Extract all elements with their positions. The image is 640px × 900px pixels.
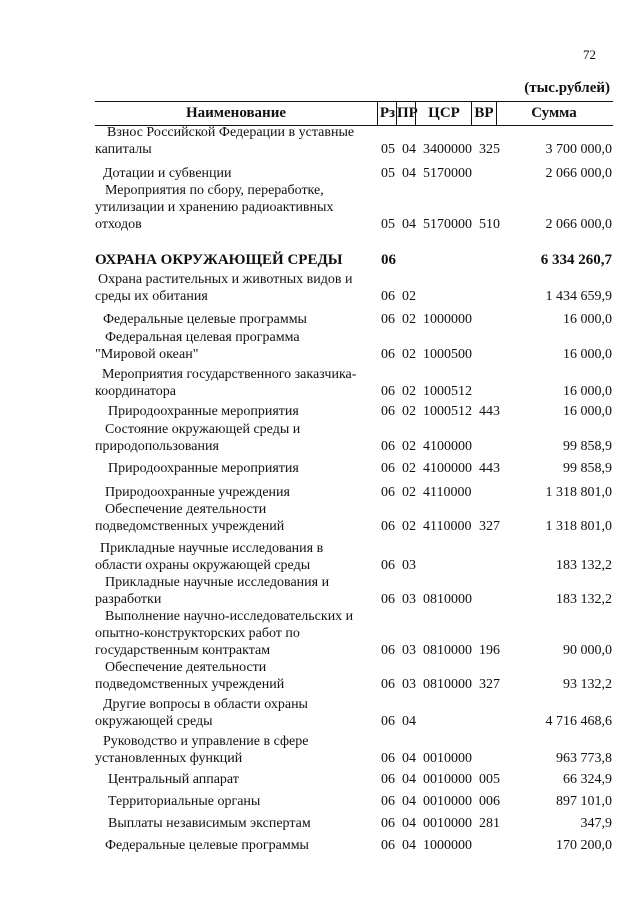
row-name-line: Природоохранные мероприятия [108, 404, 299, 419]
row-pr: 02 [402, 404, 416, 419]
page-number: 72 [583, 47, 596, 62]
row-name-line: Охрана растительных и животных видов и [98, 272, 353, 287]
row-sum: 16 000,0 [563, 384, 612, 399]
row-name-line: Федеральные целевые программы [105, 838, 309, 853]
row-name [95, 124, 377, 158]
row-name-line: окружающей среды [95, 714, 213, 729]
row-pr: 02 [402, 347, 416, 362]
row-pr: 04 [402, 142, 416, 157]
row-rz: 06 [381, 252, 396, 268]
row-rz: 06 [381, 558, 395, 573]
row-name-line: области охраны окружающей среды [95, 558, 311, 573]
row-sum: 2 066 000,0 [545, 217, 612, 232]
row-sum: 170 200,0 [556, 838, 612, 853]
header-vr: ВР [471, 102, 497, 125]
row-name-line: природопользования [95, 439, 219, 454]
row-pr: 02 [402, 289, 416, 304]
row-csr: 4100000 [423, 461, 472, 476]
row-name-line: "Мировой океан" [95, 347, 199, 362]
row-csr: 4110000 [423, 485, 472, 500]
row-rz: 06 [381, 677, 395, 692]
row-csr: 0810000 [423, 677, 472, 692]
row-rz: 05 [381, 166, 395, 181]
row-vr: 196 [479, 643, 500, 658]
row-name [95, 771, 377, 788]
row-name-line: Федеральные целевые программы [103, 312, 307, 327]
row-rz: 06 [381, 404, 395, 419]
row-name-line: Территориальные органы [108, 794, 261, 809]
row-sum: 1 318 801,0 [545, 485, 612, 500]
row-sum: 183 132,2 [556, 558, 612, 573]
row-rz: 06 [381, 643, 395, 658]
row-vr: 281 [479, 816, 500, 831]
row-pr: 03 [402, 558, 416, 573]
row-name [95, 696, 377, 730]
row-pr: 02 [402, 485, 416, 500]
row-vr: 443 [479, 461, 500, 476]
row-csr: 1000512 [423, 384, 472, 399]
row-csr: 1000000 [423, 312, 472, 327]
row-sum: 16 000,0 [563, 312, 612, 327]
row-name-line: капиталы [95, 142, 152, 157]
row-vr: 325 [479, 142, 500, 157]
row-sum: 99 858,9 [563, 461, 612, 476]
row-name [95, 421, 377, 455]
row-sum: 347,9 [580, 816, 612, 831]
row-csr: 0810000 [423, 592, 472, 607]
row-sum: 963 773,8 [556, 751, 612, 766]
row-csr: 4100000 [423, 439, 472, 454]
row-rz: 06 [381, 289, 395, 304]
row-name-line: подведомственных учреждений [95, 519, 285, 534]
row-rz: 06 [381, 347, 395, 362]
row-csr: 1000500 [423, 347, 472, 362]
row-pr: 04 [402, 772, 416, 787]
row-name-line: Состояние окружающей среды и [105, 422, 301, 437]
row-pr: 03 [402, 643, 416, 658]
row-rz: 06 [381, 461, 395, 476]
row-name-line: подведомственных учреждений [95, 677, 285, 692]
row-name-line: разработки [95, 592, 162, 607]
row-pr: 04 [402, 794, 416, 809]
row-csr: 3400000 [423, 142, 472, 157]
row-rz: 06 [381, 772, 395, 787]
row-name-line: ОХРАНА ОКРУЖАЮЩЕЙ СРЕДЫ [95, 252, 343, 268]
row-name-line: государственным контрактам [95, 643, 271, 658]
row-csr: 0010000 [423, 751, 472, 766]
row-name [95, 460, 377, 477]
row-name [95, 659, 377, 693]
row-name [95, 574, 377, 608]
row-rz: 06 [381, 439, 395, 454]
row-rz: 06 [381, 751, 395, 766]
row-sum: 183 132,2 [556, 592, 612, 607]
row-name-line: Другие вопросы в области охраны [103, 697, 308, 712]
row-name-line: Мероприятия государственного заказчика- [102, 367, 357, 382]
row-sum: 16 000,0 [563, 347, 612, 362]
row-sum: 99 858,9 [563, 439, 612, 454]
row-vr: 510 [479, 217, 500, 232]
row-csr: 1000000 [423, 838, 472, 853]
row-rz: 06 [381, 312, 395, 327]
row-name [95, 366, 377, 400]
row-pr: 02 [402, 519, 416, 534]
row-name [95, 165, 377, 182]
row-pr: 04 [402, 714, 416, 729]
row-pr: 04 [402, 751, 416, 766]
row-name [95, 815, 377, 832]
row-sum: 6 334 260,7 [540, 252, 612, 268]
row-csr: 0010000 [423, 794, 472, 809]
header-csr: ЦСР [415, 102, 472, 125]
row-name [95, 608, 377, 659]
row-pr: 03 [402, 592, 416, 607]
row-name [95, 329, 377, 363]
row-name-line: Федеральная целевая программа [105, 330, 300, 345]
row-csr: 0010000 [423, 816, 472, 831]
row-pr: 04 [402, 816, 416, 831]
row-name [95, 484, 377, 501]
row-pr: 02 [402, 384, 416, 399]
row-csr: 5170000 [423, 217, 472, 232]
row-sum: 3 700 000,0 [545, 142, 612, 157]
row-name-line: установленных функций [95, 751, 243, 766]
row-name [95, 271, 377, 305]
row-sum: 897 101,0 [556, 794, 612, 809]
row-vr: 005 [479, 772, 500, 787]
row-name-line: Взнос Российской Федерации в уставные [107, 125, 355, 140]
row-name-line: Выплаты независимым экспертам [108, 816, 311, 831]
row-rz: 06 [381, 592, 395, 607]
row-name [95, 733, 377, 767]
row-vr: 443 [479, 404, 500, 419]
units-label: (тыс.рублей) [524, 80, 610, 96]
row-name-line: Руководство и управление в сфере [103, 734, 309, 749]
row-name-line: Дотации и субвенции [103, 166, 232, 181]
row-sum: 1 434 659,9 [545, 289, 612, 304]
row-name [95, 252, 377, 269]
header-rz: Рз [377, 102, 397, 125]
row-csr: 0810000 [423, 643, 472, 658]
row-pr: 02 [402, 312, 416, 327]
row-name-line: среды их обитания [95, 289, 208, 304]
table-header [95, 101, 613, 126]
row-rz: 06 [381, 714, 395, 729]
row-pr: 02 [402, 439, 416, 454]
row-sum: 93 132,2 [563, 677, 612, 692]
row-name-line: координатора [95, 384, 177, 399]
row-sum: 1 318 801,0 [545, 519, 612, 534]
row-name-line: Прикладные научные исследования и [105, 575, 330, 590]
row-name-line: Прикладные научные исследования в [100, 541, 324, 556]
row-rz: 06 [381, 794, 395, 809]
row-pr: 04 [402, 166, 416, 181]
header-pr: ПР [396, 102, 416, 125]
header-sum: Сумма [531, 105, 577, 121]
row-pr: 02 [402, 461, 416, 476]
row-csr: 0010000 [423, 772, 472, 787]
row-name [95, 182, 377, 233]
row-name-line: Выполнение научно-исследовательских и [105, 609, 354, 624]
row-rz: 05 [381, 217, 395, 232]
row-name-line: Природоохранные учреждения [105, 485, 290, 500]
row-name [95, 403, 377, 420]
row-rz: 06 [381, 519, 395, 534]
row-name [95, 837, 377, 854]
row-pr: 03 [402, 677, 416, 692]
row-rz: 06 [381, 485, 395, 500]
row-rz: 06 [381, 816, 395, 831]
row-sum: 4 716 468,6 [545, 714, 612, 729]
row-pr: 04 [402, 838, 416, 853]
row-name-line: утилизации и хранению радиоактивных [95, 200, 334, 215]
row-name [95, 311, 377, 328]
row-name-line: Мероприятия по сбору, переработке, [105, 183, 324, 198]
row-name-line: Обеспечение деятельности [105, 660, 267, 675]
row-name [95, 540, 377, 574]
row-sum: 66 324,9 [563, 772, 612, 787]
row-csr: 4110000 [423, 519, 472, 534]
row-sum: 16 000,0 [563, 404, 612, 419]
row-csr: 1000512 [423, 404, 472, 419]
header-name: Наименование [186, 105, 286, 121]
row-name-line: Обеспечение деятельности [105, 502, 267, 517]
row-name-line: Природоохранные мероприятия [108, 461, 299, 476]
row-name-line: Центральный аппарат [108, 772, 239, 787]
row-rz: 06 [381, 384, 395, 399]
row-name [95, 793, 377, 810]
row-vr: 327 [479, 519, 500, 534]
row-rz: 06 [381, 838, 395, 853]
row-name [95, 501, 377, 535]
row-name-line: опытно-конструкторских работ по [95, 626, 300, 641]
row-sum: 90 000,0 [563, 643, 612, 658]
row-name-line: отходов [95, 217, 142, 232]
row-csr: 5170000 [423, 166, 472, 181]
row-vr: 006 [479, 794, 500, 809]
row-pr: 04 [402, 217, 416, 232]
row-vr: 327 [479, 677, 500, 692]
row-sum: 2 066 000,0 [545, 166, 612, 181]
row-rz: 05 [381, 142, 395, 157]
